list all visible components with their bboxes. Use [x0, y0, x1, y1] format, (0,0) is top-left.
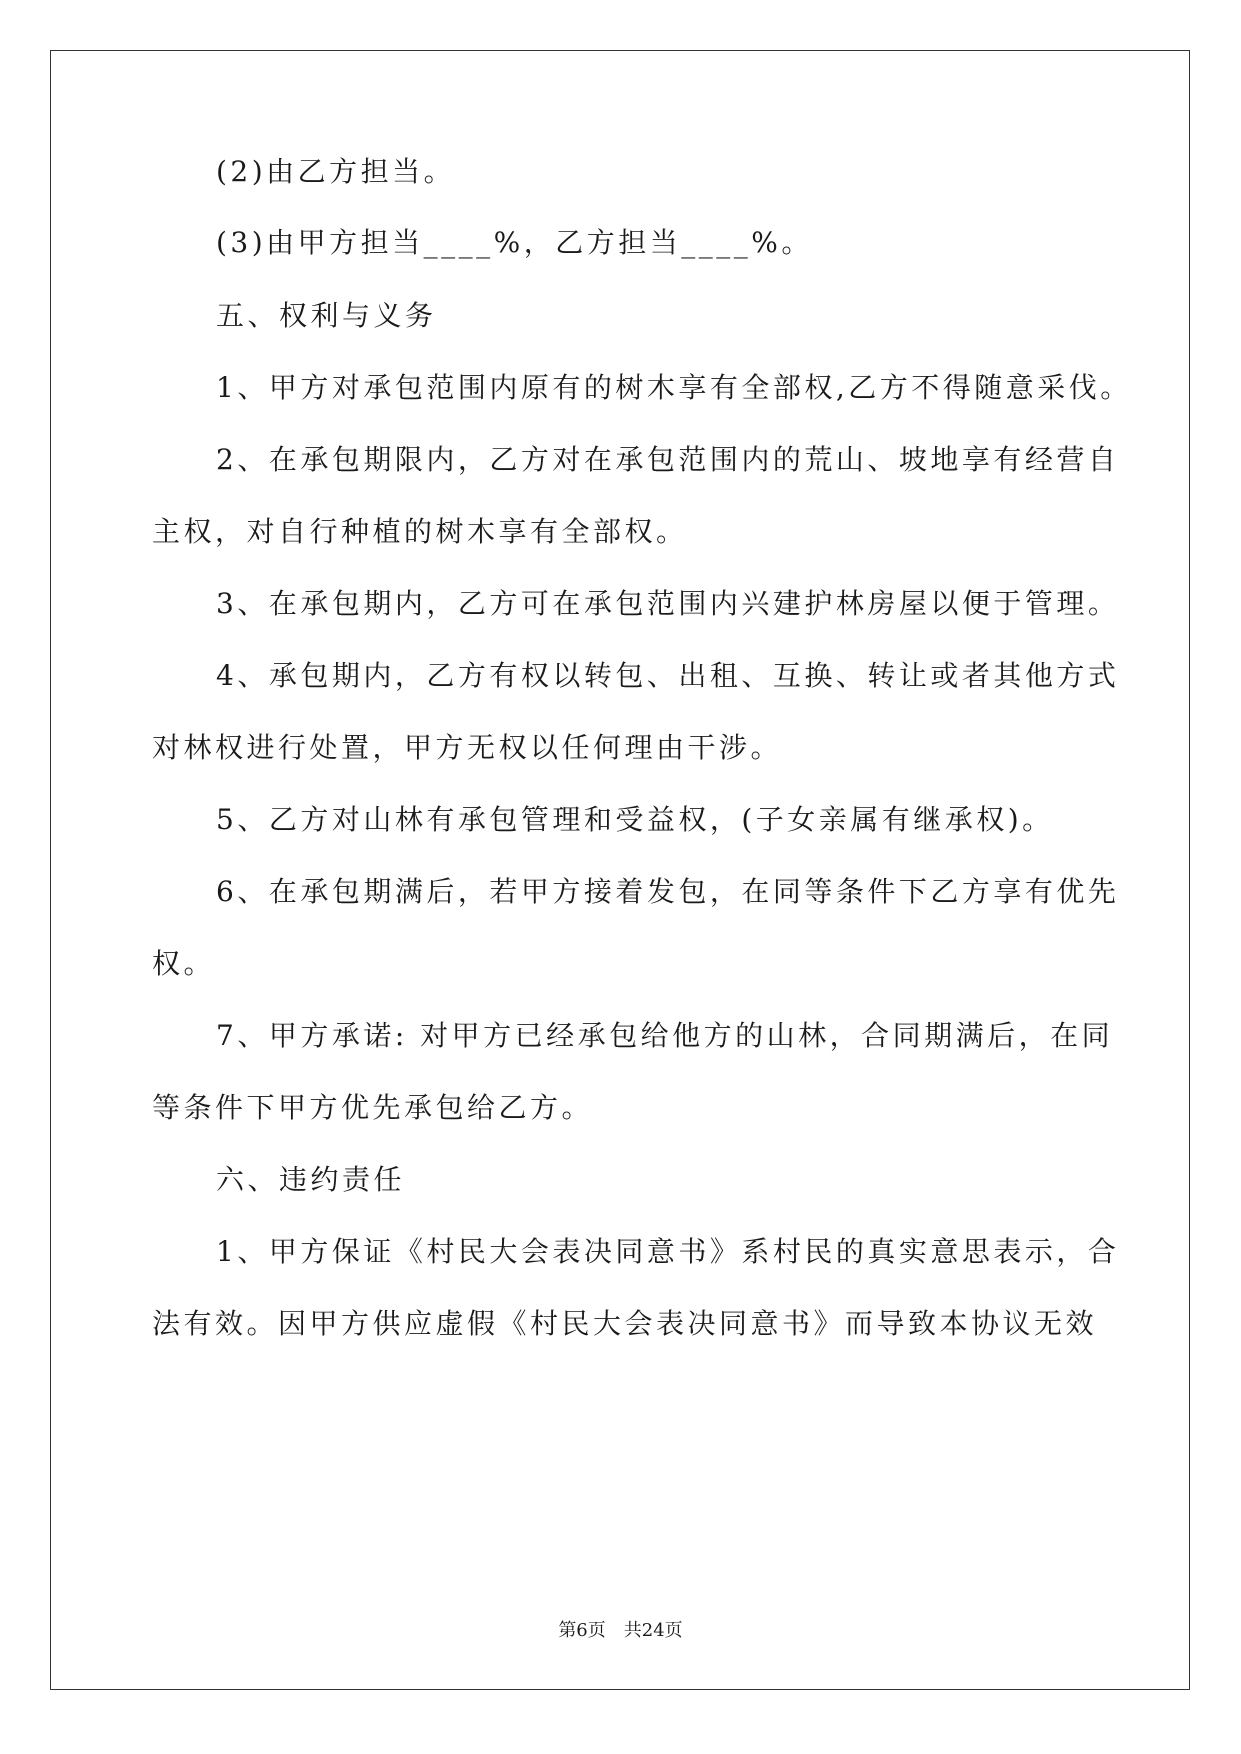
paragraph-line: 3、在承包期内，乙方可在承包范围内兴建护林房屋以便于管理。 — [216, 587, 1120, 620]
paragraph-line: (3)由甲方担当____%，乙方担当____%。 — [216, 226, 813, 259]
paragraph-line: 主权，对自行种植的树木享有全部权。 — [152, 515, 688, 548]
page-footer — [0, 1616, 1241, 1642]
paragraph-line: 1、甲方保证《村民大会表决同意书》系村民的真实意思表示，合 — [216, 1235, 1120, 1268]
paragraph-line: 法有效。因甲方供应虚假《村民大会表决同意书》而导致本协议无效 — [152, 1307, 1098, 1340]
section-heading: 六、违约责任 — [216, 1163, 406, 1196]
paragraph-line: 1、甲方对承包范围内原有的树木享有全部权,乙方不得随意采伐。 — [216, 371, 1132, 404]
paragraph-line: 2、在承包期限内，乙方对在承包范围内的荒山、坡地享有经营自 — [216, 443, 1120, 476]
paragraph-line: 7、甲方承诺: 对甲方已经承包给他方的山林，合同期满后，在同 — [216, 1019, 1114, 1052]
paragraph-line: 5、乙方对山林有承包管理和受益权，(子女亲属有继承权)。 — [216, 803, 1054, 836]
paragraph-line: 对林权进行处置，甲方无权以任何理由干涉。 — [152, 731, 783, 764]
paragraph-line: (2)由乙方担当。 — [216, 155, 456, 188]
paragraph-line: 等条件下甲方优先承包给乙方。 — [152, 1091, 594, 1124]
paragraph-line: 6、在承包期满后，若甲方接着发包，在同等条件下乙方享有优先 — [216, 875, 1120, 908]
page-number: 第6页 — [558, 1620, 606, 1641]
paragraph-line: 权。 — [152, 947, 216, 980]
section-heading: 五、权利与义务 — [216, 299, 437, 332]
page-total: 共24页 — [623, 1620, 683, 1641]
paragraph-line: 4、承包期内，乙方有权以转包、出租、互换、转让或者其他方式 — [216, 659, 1120, 692]
